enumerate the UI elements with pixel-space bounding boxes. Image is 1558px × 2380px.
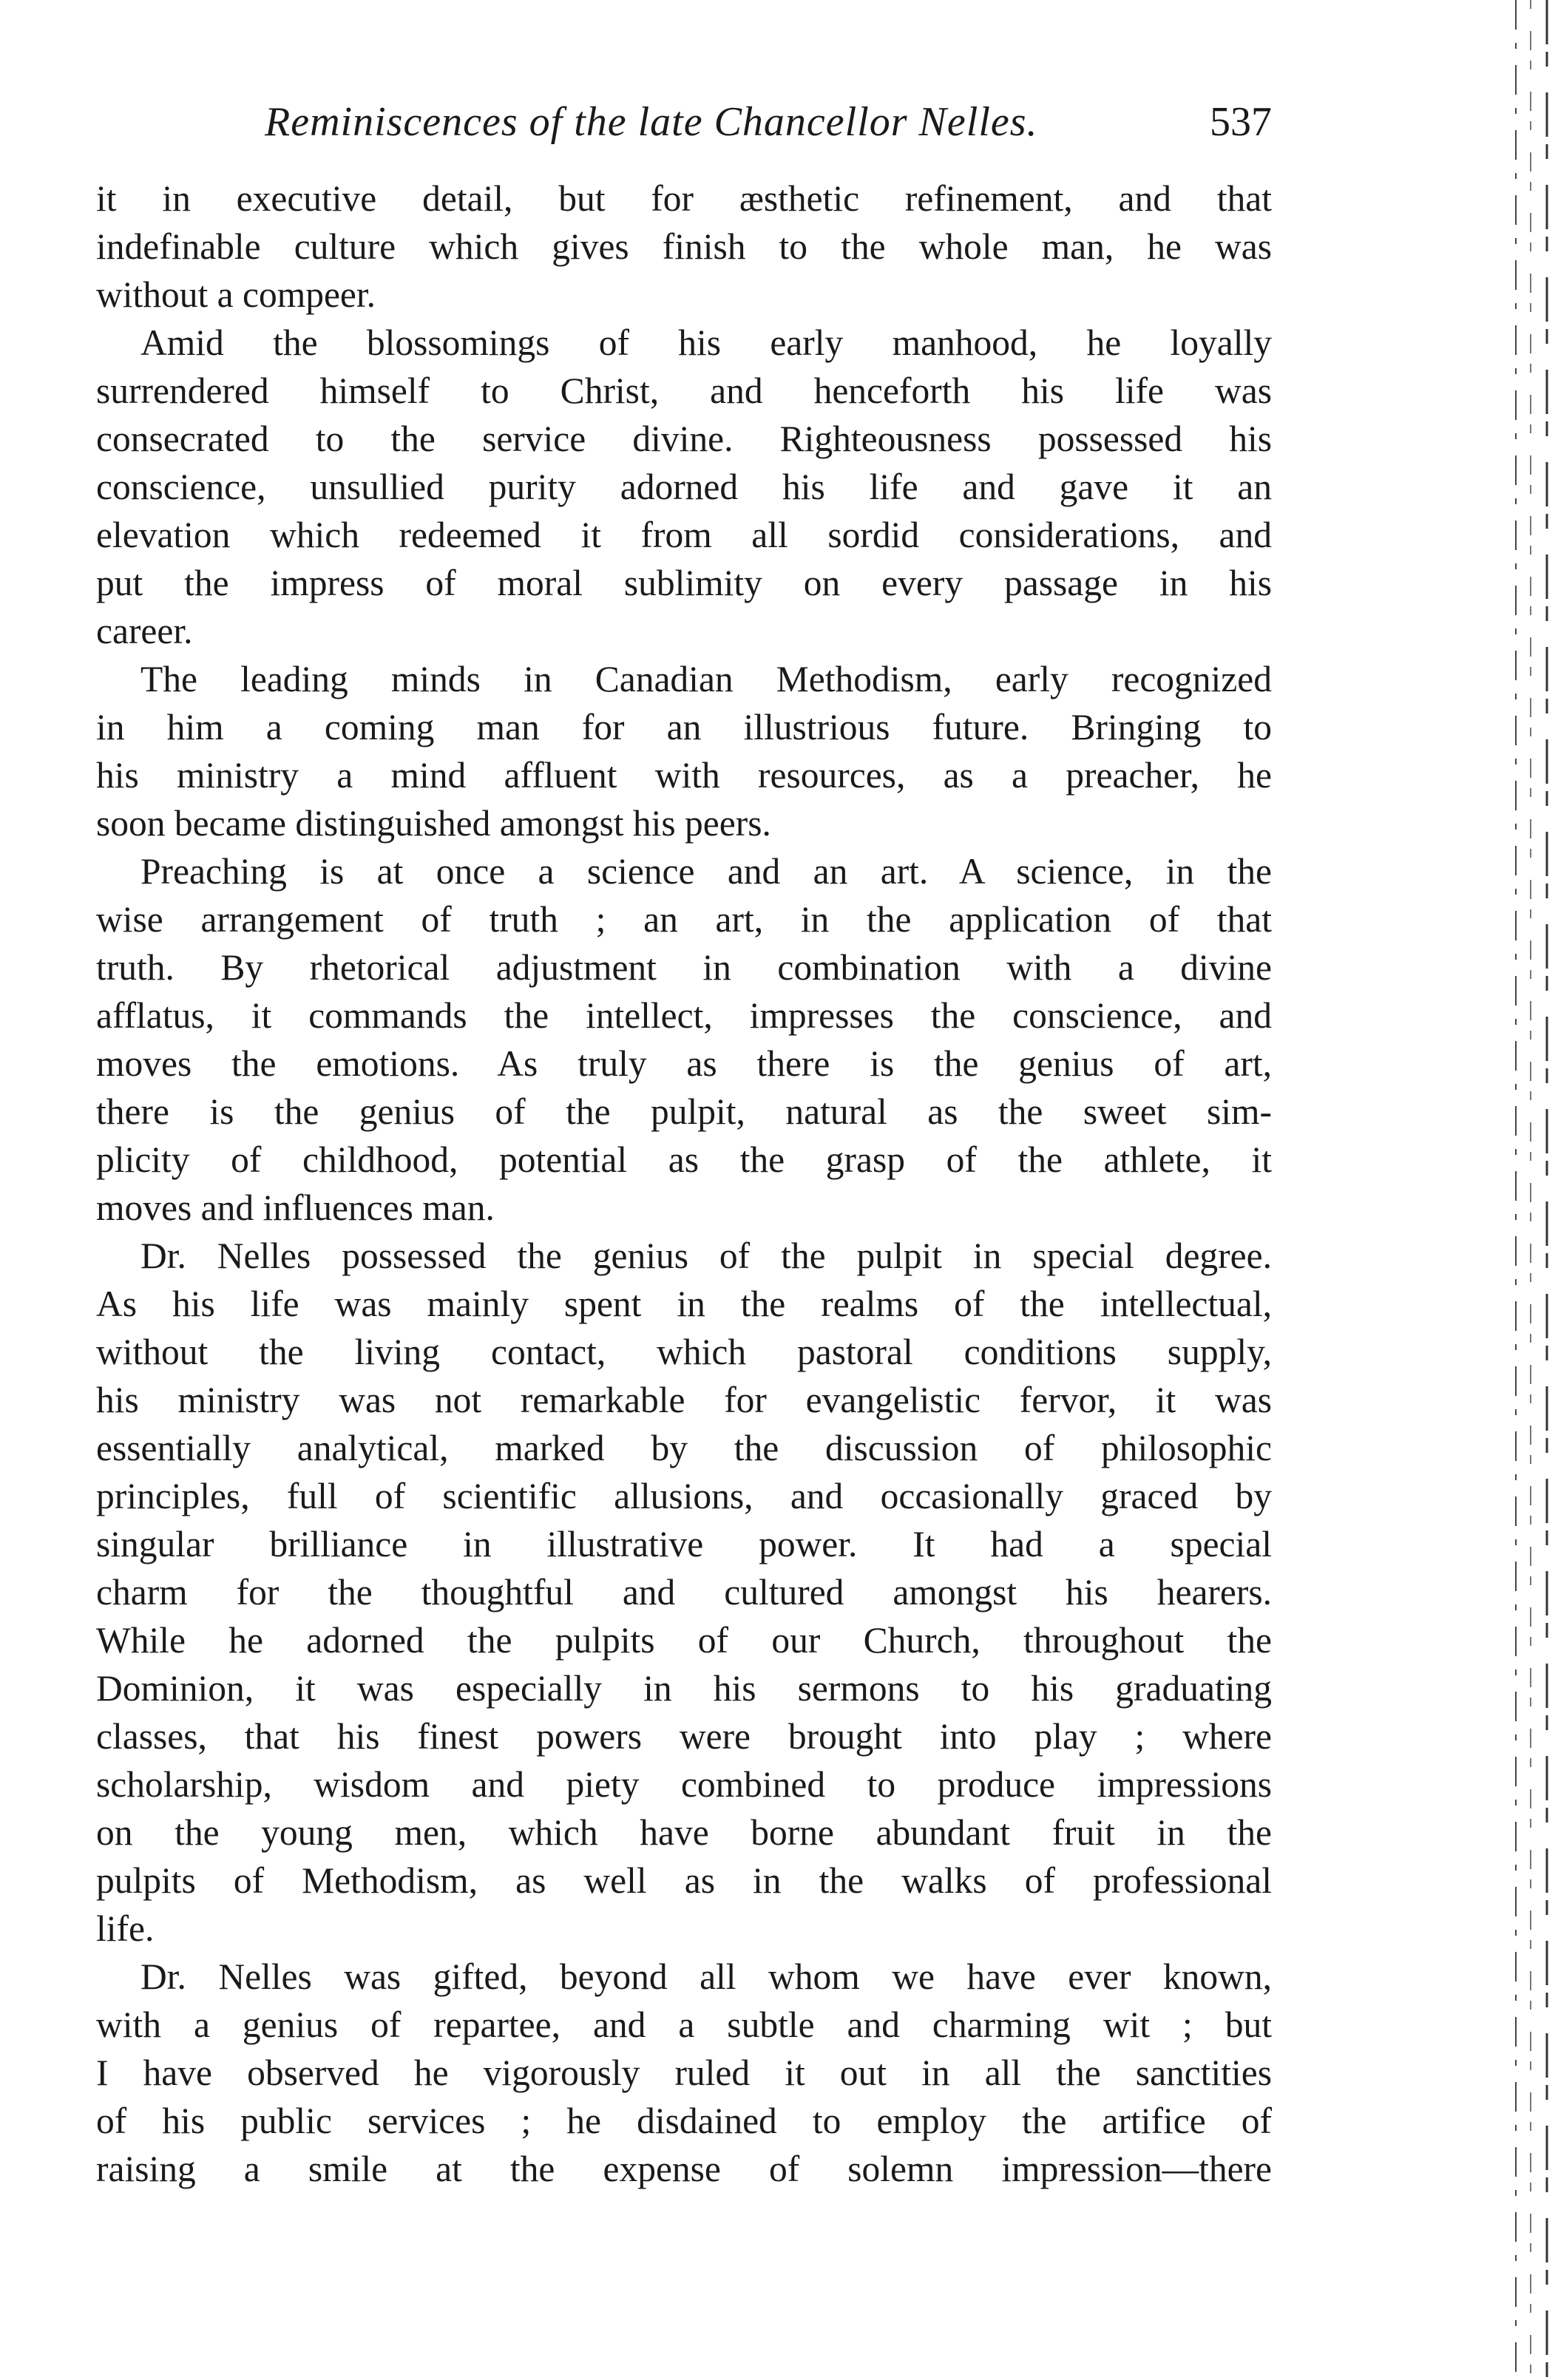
text-line: Dominion, it was especially in his sermons to his graduating [96, 1668, 1272, 1709]
text-line: classes, that his finest powers were brought into play ; where [96, 1716, 1272, 1757]
paragraph [96, 655, 1272, 847]
text-line: without a compeer. [96, 274, 376, 315]
text-line: truth. By rhetorical adjustment in combination with a divine [96, 947, 1272, 988]
text-line: consecrated to the service divine. Righteousness possessed his [96, 418, 1272, 459]
text-line: on the young men, which have borne abundant fruit in the [96, 1812, 1272, 1853]
text-line: pulpits of Methodism, as well as in the walks of professional [96, 1860, 1272, 1901]
text-line: with a genius of repartee, and a subtle and charming wit ; but [96, 2004, 1272, 2045]
text-line: plicity of childhood, potential as the grasp of the athlete, it [96, 1139, 1272, 1180]
paragraph [96, 1953, 1272, 2193]
paragraph [96, 1232, 1272, 1953]
text-line: in him a coming man for an illustrious future. Bringing to [96, 707, 1272, 747]
text-line: moves and influences man. [96, 1187, 495, 1228]
paragraph [96, 847, 1272, 1232]
text-line: surrendered himself to Christ, and henceforth his life was [96, 370, 1272, 411]
text-line: The leading minds in Canadian Methodism, early recognized [140, 659, 1272, 699]
text-line: singular brilliance in illustrative power. It had a special [96, 1524, 1272, 1564]
text-line: wise arrangement of truth ; an art, in the application of that [96, 899, 1272, 940]
text-line: charm for the thoughtful and cultured amongst his hearers. [96, 1572, 1272, 1613]
text-line: Dr. Nelles was gifted, beyond all whom we have ever known, [140, 1956, 1272, 1997]
page-number: 537 [1210, 99, 1272, 145]
text-line: Dr. Nelles possessed the genius of the pulpit in special degree. [140, 1235, 1272, 1276]
paragraph [96, 174, 1272, 319]
text-line: principles, full of scientific allusions, and occasionally graced by [96, 1476, 1272, 1516]
text-line: I have observed he vigorously ruled it out in all the sanctities [96, 2052, 1272, 2093]
text-line: life. [96, 1908, 155, 1949]
text-line: conscience, unsullied purity adorned his life and gave it an [96, 467, 1272, 507]
text-line: raising a smile at the expense of solemn impression—there [96, 2149, 1272, 2189]
text-line: scholarship, wisdom and piety combined to produce impressions [96, 1764, 1272, 1805]
text-line: it in executive detail, but for æsthetic refinement, and that [96, 178, 1272, 219]
text-line: there is the genius of the pulpit, natural as the sweet sim- [96, 1091, 1272, 1132]
text-line: of his public services ; he disdained to employ the artifice of [96, 2101, 1272, 2141]
body-text [96, 174, 1272, 2193]
text-line: While he adorned the pulpits of our Church, throughout the [96, 1620, 1272, 1661]
text-line: Preaching is at once a science and an art. A science, in the [140, 851, 1272, 892]
paragraph [96, 319, 1272, 655]
text-line: As his life was mainly spent in the realms of the intellectual, [96, 1284, 1272, 1324]
text-line: essentially analytical, marked by the discussion of philosophic [96, 1428, 1272, 1468]
text-line: career. [96, 611, 193, 651]
binding-edge-shadow [1508, 0, 1558, 2380]
text-line: indefinable culture which gives finish to the whole man, he was [96, 226, 1272, 267]
text-line: put the impress of moral sublimity on every passage in his [96, 563, 1272, 603]
text-line: afflatus, it commands the intellect, impresses the conscience, and [96, 995, 1272, 1036]
running-title: Reminiscences of the late Chancellor Nelles. [265, 99, 1038, 145]
binding-edge-marks [1508, 0, 1558, 2380]
text-line: his ministry was not remarkable for evangelistic fervor, it was [96, 1380, 1272, 1420]
running-head [96, 96, 1272, 155]
text-line: Amid the blossomings of his early manhood, he loyally [140, 322, 1272, 363]
text-line: elevation which redeemed it from all sordid considerations, and [96, 515, 1272, 555]
text-line: moves the emotions. As truly as there is the genius of art, [96, 1043, 1272, 1084]
text-line: his ministry a mind affluent with resources, as a preacher, he [96, 755, 1272, 796]
text-line: without the living contact, which pastoral conditions supply, [96, 1332, 1272, 1372]
text-line: soon became distinguished amongst his peers. [96, 803, 771, 844]
